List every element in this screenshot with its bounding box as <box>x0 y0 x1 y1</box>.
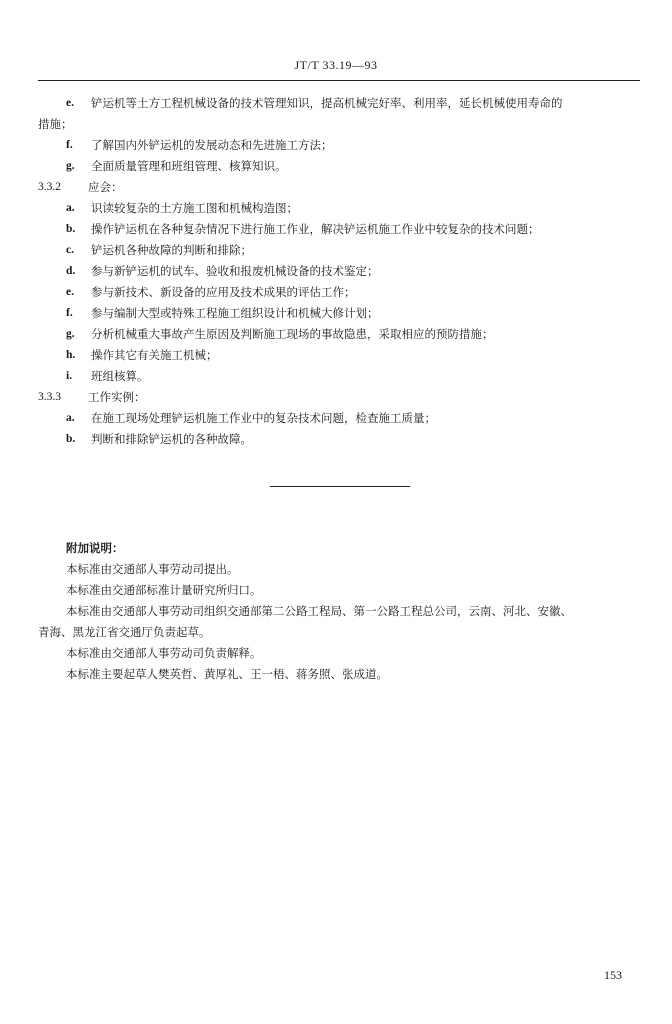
additional-notes <box>0 538 672 685</box>
list-item <box>0 135 672 156</box>
item-marker: e. <box>66 286 74 298</box>
item-text: 了解国内外铲运机的发展动态和先进施工方法； <box>91 138 333 152</box>
item-marker: h. <box>66 349 76 361</box>
end-of-text-rule <box>270 486 410 487</box>
item-text: 铲运机各种故障的判断和排除； <box>91 243 252 257</box>
item-marker: a. <box>66 412 75 424</box>
item-marker: f. <box>66 307 73 319</box>
section-heading <box>0 387 672 408</box>
note-text: 本标准由交通部人事劳动司组织交通部第二公路工程局、第一公路工程总公司，云南、河北、安徽、 <box>66 604 572 618</box>
note-line <box>0 664 672 685</box>
note-text: 青海、黑龙江省交通厅负责起草。 <box>38 625 211 639</box>
section-number: 3.3.3 <box>38 391 61 403</box>
note-line-continuation <box>0 622 672 643</box>
list-item <box>0 408 672 429</box>
item-marker: f. <box>66 139 73 151</box>
item-text: 操作铲运机在各种复杂情况下进行施工作业，解决铲运机施工作业中较复杂的技术问题； <box>91 222 540 236</box>
section-number: 3.3.2 <box>38 181 61 193</box>
item-text: 在施工现场处理铲运机施工作业中的复杂技术问题，检查施工质量； <box>91 411 436 425</box>
item-marker: a. <box>66 202 75 214</box>
item-text: 操作其它有关施工机械； <box>91 348 218 362</box>
section-title: 应会： <box>88 180 123 194</box>
item-marker: d. <box>66 265 76 277</box>
note-text: 本标准由交通部人事劳动司负责解释。 <box>66 646 262 660</box>
header-rule <box>38 80 640 81</box>
list-item <box>0 198 672 219</box>
standard-code-header: JT/T 33.19—93 <box>294 58 378 72</box>
note-line <box>0 580 672 601</box>
list-item <box>0 93 672 114</box>
item-text: 参与编制大型或特殊工程施工组织设计和机械大修计划； <box>91 306 379 320</box>
list-item <box>0 429 672 450</box>
note-text: 本标准主要起草人樊英哲、黄厚礼、王一梧、蒋务照、张成道。 <box>66 667 388 681</box>
item-marker: e. <box>66 97 74 109</box>
list-item <box>0 156 672 177</box>
list-item <box>0 240 672 261</box>
notes-heading-line <box>0 538 672 559</box>
item-text: 识读较复杂的土方施工图和机械构造图； <box>91 201 298 215</box>
item-marker: g. <box>66 160 75 172</box>
document-body <box>0 93 672 450</box>
item-text: 参与新技术、新设备的应用及技术成果的评估工作； <box>91 285 356 299</box>
item-text: 铲运机等土方工程机械设备的技术管理知识，提高机械完好率、利用率，延长机械使用寿命的 <box>91 96 563 110</box>
item-text: 判断和排除铲运机的各种故障。 <box>91 432 252 446</box>
item-text: 参与新铲运机的试车、验收和报废机械设备的技术鉴定； <box>91 264 379 278</box>
item-marker: b. <box>66 433 76 445</box>
item-text: 全面质量管理和班组管理、核算知识。 <box>91 159 287 173</box>
item-marker: c. <box>66 244 74 256</box>
note-line <box>0 643 672 664</box>
list-item <box>0 366 672 387</box>
item-text-continuation: 措施； <box>38 117 73 131</box>
item-marker: b. <box>66 223 76 235</box>
list-item <box>0 345 672 366</box>
note-line <box>0 601 672 622</box>
list-item <box>0 282 672 303</box>
list-item-continuation <box>0 114 672 135</box>
item-text: 分析机械重大事故产生原因及判断施工现场的事故隐患，采取相应的预防措施； <box>91 327 494 341</box>
list-item <box>0 324 672 345</box>
item-marker: g. <box>66 328 75 340</box>
item-text: 班组核算。 <box>91 369 149 383</box>
list-item <box>0 219 672 240</box>
item-marker: i. <box>66 370 73 382</box>
note-text: 本标准由交通部标准计量研究所归口。 <box>66 583 262 597</box>
list-item <box>0 303 672 324</box>
notes-title: 附加说明： <box>66 541 124 555</box>
section-heading <box>0 177 672 198</box>
page-number: 153 <box>604 968 622 982</box>
section-title: 工作实例： <box>88 390 146 404</box>
note-text: 本标准由交通部人事劳动司提出。 <box>66 562 239 576</box>
list-item <box>0 261 672 282</box>
note-line <box>0 559 672 580</box>
